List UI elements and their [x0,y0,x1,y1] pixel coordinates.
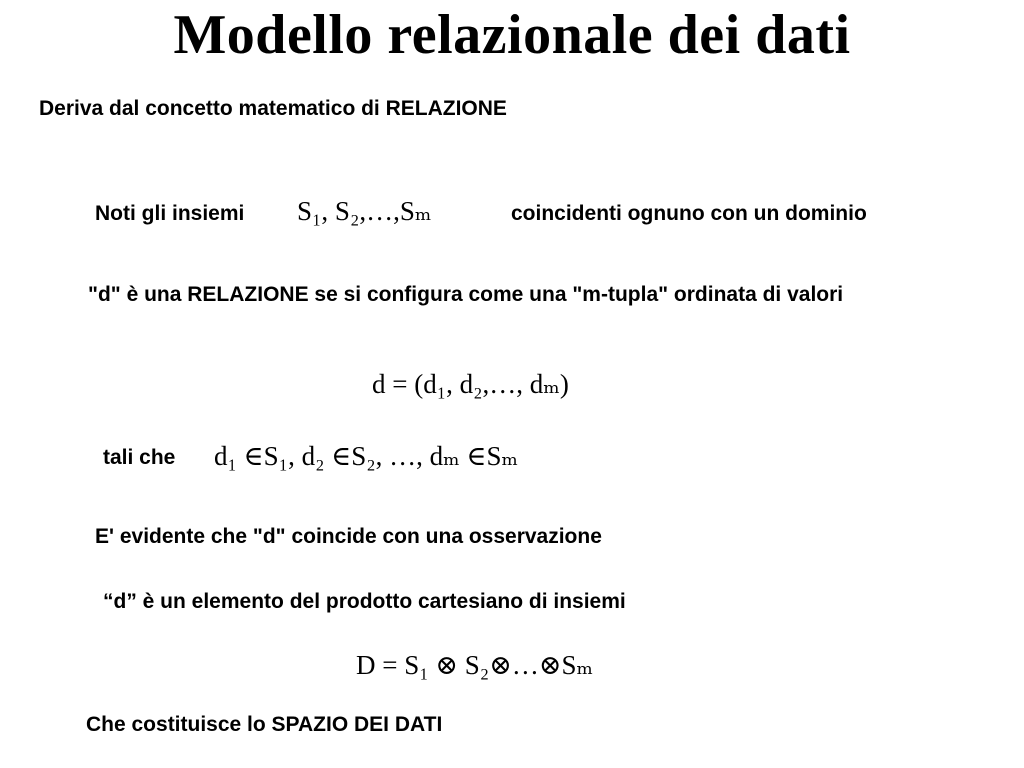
relation-definition-text: "d" è una RELAZIONE se si configura come una "m-tupla" ordinata di valori [88,283,844,306]
tali-che-label: tali che [103,446,176,469]
sets-prefix-text: Noti gli insiemi [95,202,245,225]
sets-suffix-text: coincidenti ognuno con un dominio [511,202,867,225]
slide-title: Modello relazionale dei dati [173,4,851,66]
tuple-formula: d = (d₁, d₂,…, dₘ) [372,369,569,399]
observation-text: E' evidente che "d" coincide con una osservazione [95,525,602,548]
product-formula: D = S₁ ⊗ S₂⊗…⊗Sₘ [356,650,594,680]
conclusion-text: Che costituisce lo SPAZIO DEI DATI [86,713,443,736]
membership-formula: d₁ ∈S₁, d₂ ∈S₂, …, dₘ ∈Sₘ [214,441,519,471]
sets-formula: S₁, S₂,…,Sₘ [297,196,432,226]
intro-text: Deriva dal concetto matematico di RELAZIONE [39,97,507,120]
cartesian-product-text: “d” è un elemento del prodotto cartesiano di insiemi [103,590,626,613]
